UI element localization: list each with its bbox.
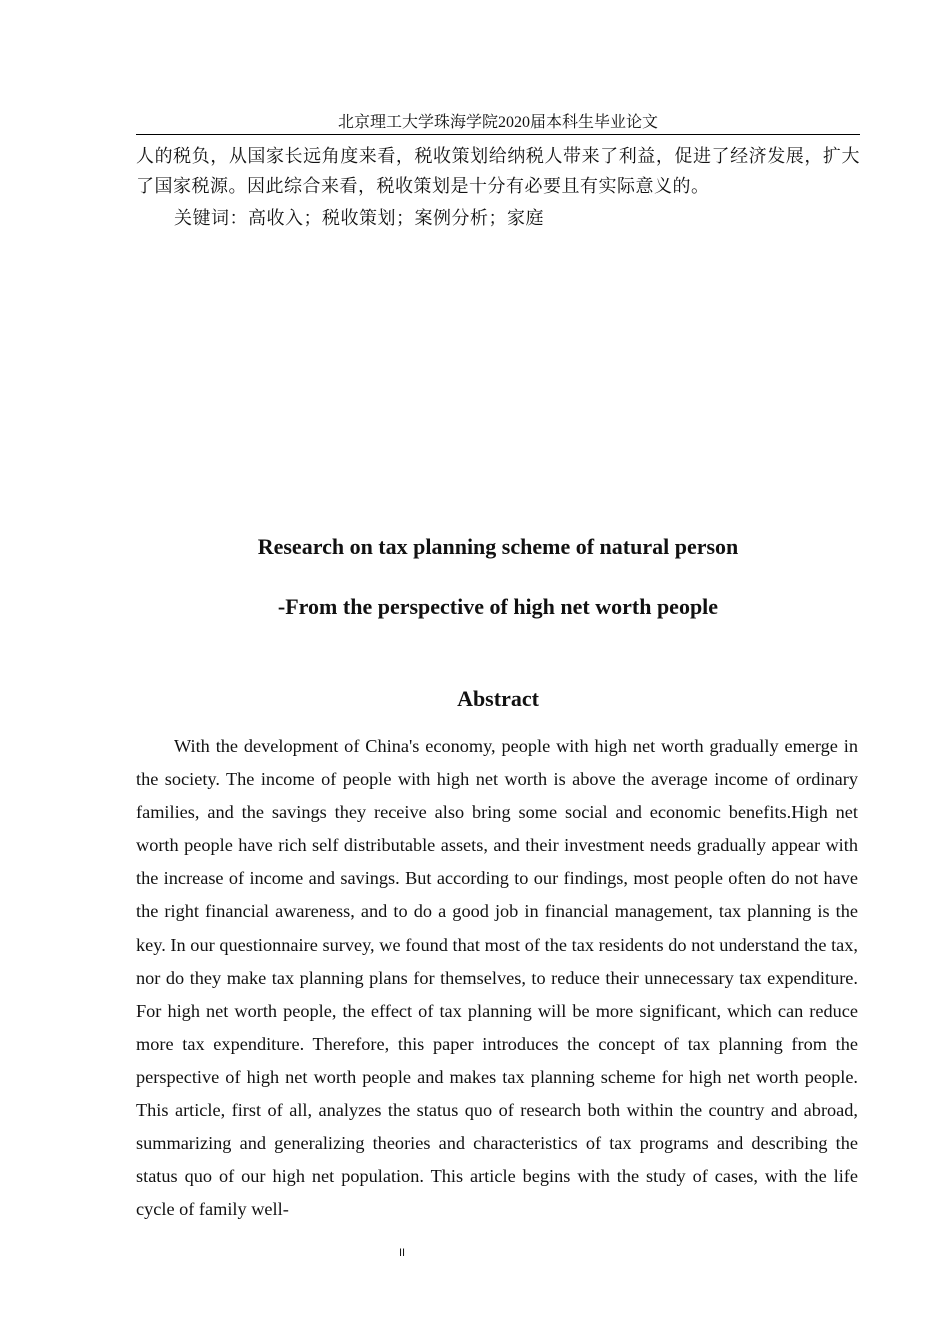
english-title-line-2: -From the perspective of high net worth people <box>277 594 719 619</box>
abstract-heading: Abstract <box>457 686 539 711</box>
chinese-keywords: 关键词：高收入；税收策划；案例分析；家庭 <box>174 208 544 228</box>
abstract-body: With the development of China's economy, people with high net worth gradually emerge in the society. The income of people with high net worth is above the average income of ordinary families, and the savings they receive also bring some social and economic benefits.High net worth people have rich self distributable assets, and their investment needs gradually appear with the increase of income and savings. But according to our findings, most people often do not have the right financial awareness, and to do a good job in financial management, tax planning is the key. In our questionnaire survey, we found that most of the tax residents do not understand the tax, nor do they make tax planning plans for themselves, to reduce their unnecessary tax expenditure. For high net worth people, the effect of tax planning will be more significant, which can reduce more tax expenditure. Therefore, this paper introduces the concept of tax planning from the perspective of high net worth people and makes tax planning scheme for high net worth people. This article, first of all, analyzes the status quo of research both within the country and abroad, summarizing and generalizing theories and characteristics of tax programs and describing the status quo of our high net population. This article begins with the study of cases, with the life cycle of family well- <box>136 736 858 1220</box>
english-title-line-1: Research on tax planning scheme of natural person <box>257 534 739 559</box>
running-header: 北京理工大学珠海学院2020届本科生毕业论文 <box>136 113 860 135</box>
chinese-paragraph: 人的税负，从国家长远角度来看，税收策划给纳税人带来了利益，促进了经济发展，扩大了国家税源。因此综合来看，税收策划是十分有必要且有实际意义的。 <box>136 146 860 196</box>
page-number: II <box>398 1247 406 1259</box>
